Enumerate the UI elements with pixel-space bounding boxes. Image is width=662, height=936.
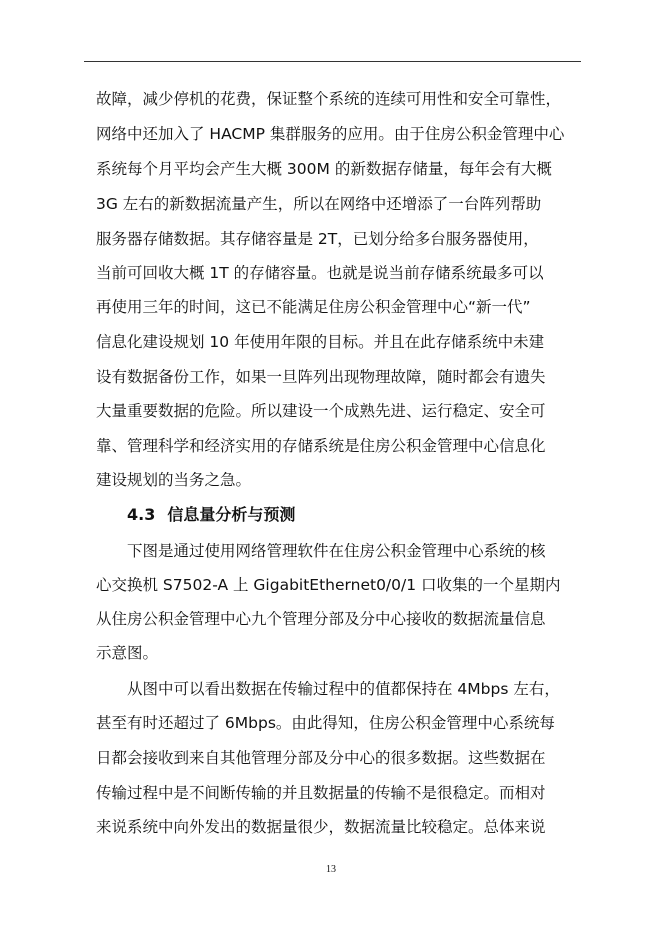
text-line: 信息化建设规划 10 年使用年限的目标。并且在此存储系统中未建	[96, 333, 545, 351]
text-line: 靠、管理科学和经济实用的存储系统是住房公积金管理中心信息化	[96, 437, 546, 455]
section-heading	[127, 505, 295, 525]
text-line: 大量重要数据的危险。所以建设一个成熟先进、运行稳定、安全可	[96, 402, 546, 420]
text-line: 从住房公积金管理中心九个管理分部及分中心接收的数据流量信息	[96, 610, 546, 628]
page-number: 13	[326, 864, 336, 875]
text-line: 服务器存储数据。其存储容量是 2T，已划分给多台服务器使用，	[96, 230, 539, 248]
text-line: 网络中还加入了 HACMP 集群服务的应用。由于住房公积金管理中心	[96, 125, 565, 143]
text-line: 示意图。	[96, 644, 159, 662]
text-line: 从图中可以看出数据在传输过程中的值都保持在 4Mbps 左右，	[127, 680, 560, 698]
text-line: 3G 左右的新数据流量产生，所以在网络中还增添了一台阵列帮助	[96, 195, 542, 213]
text-line: 再使用三年的时间，这已不能满足住房公积金管理中心“新一代”	[96, 298, 531, 316]
text-line: 故障，减少停机的花费，保证整个系统的连续可用性和安全可靠性，	[96, 90, 562, 108]
header-rule	[84, 61, 581, 62]
section-title: 信息量分析与预测	[167, 505, 296, 524]
text-line: 心交换机 S7502-A 上 GigabitEthernet0/0/1 口收集的一个星期内	[96, 576, 561, 594]
text-line: 系统每个月平均会产生大概 300M 的新数据存储量，每年会有大概	[96, 160, 552, 178]
text-line: 日都会接收到来自其他管理分部及分中心的很多数据。这些数据在	[96, 749, 546, 767]
text-line: 传输过程中是不间断传输的并且数据量的传输不是很稳定。而相对	[96, 784, 546, 802]
text-line: 设有数据备份工作，如果一旦阵列出现物理故障，随时都会有遗失	[96, 368, 546, 386]
section-number: 4.3	[127, 505, 156, 524]
text-line: 当前可回收大概 1T 的存储容量。也就是说当前存储系统最多可以	[96, 264, 544, 282]
text-line: 下图是通过使用网络管理软件在住房公积金管理中心系统的核	[127, 542, 546, 560]
text-line: 甚至有时还超过了 6Mbps。由此得知，住房公积金管理中心系统每	[96, 714, 555, 732]
text-line: 来说系统中向外发出的数据量很少，数据流量比较稳定。总体来说	[96, 818, 546, 836]
text-line: 建设规划的当务之急。	[96, 471, 252, 489]
